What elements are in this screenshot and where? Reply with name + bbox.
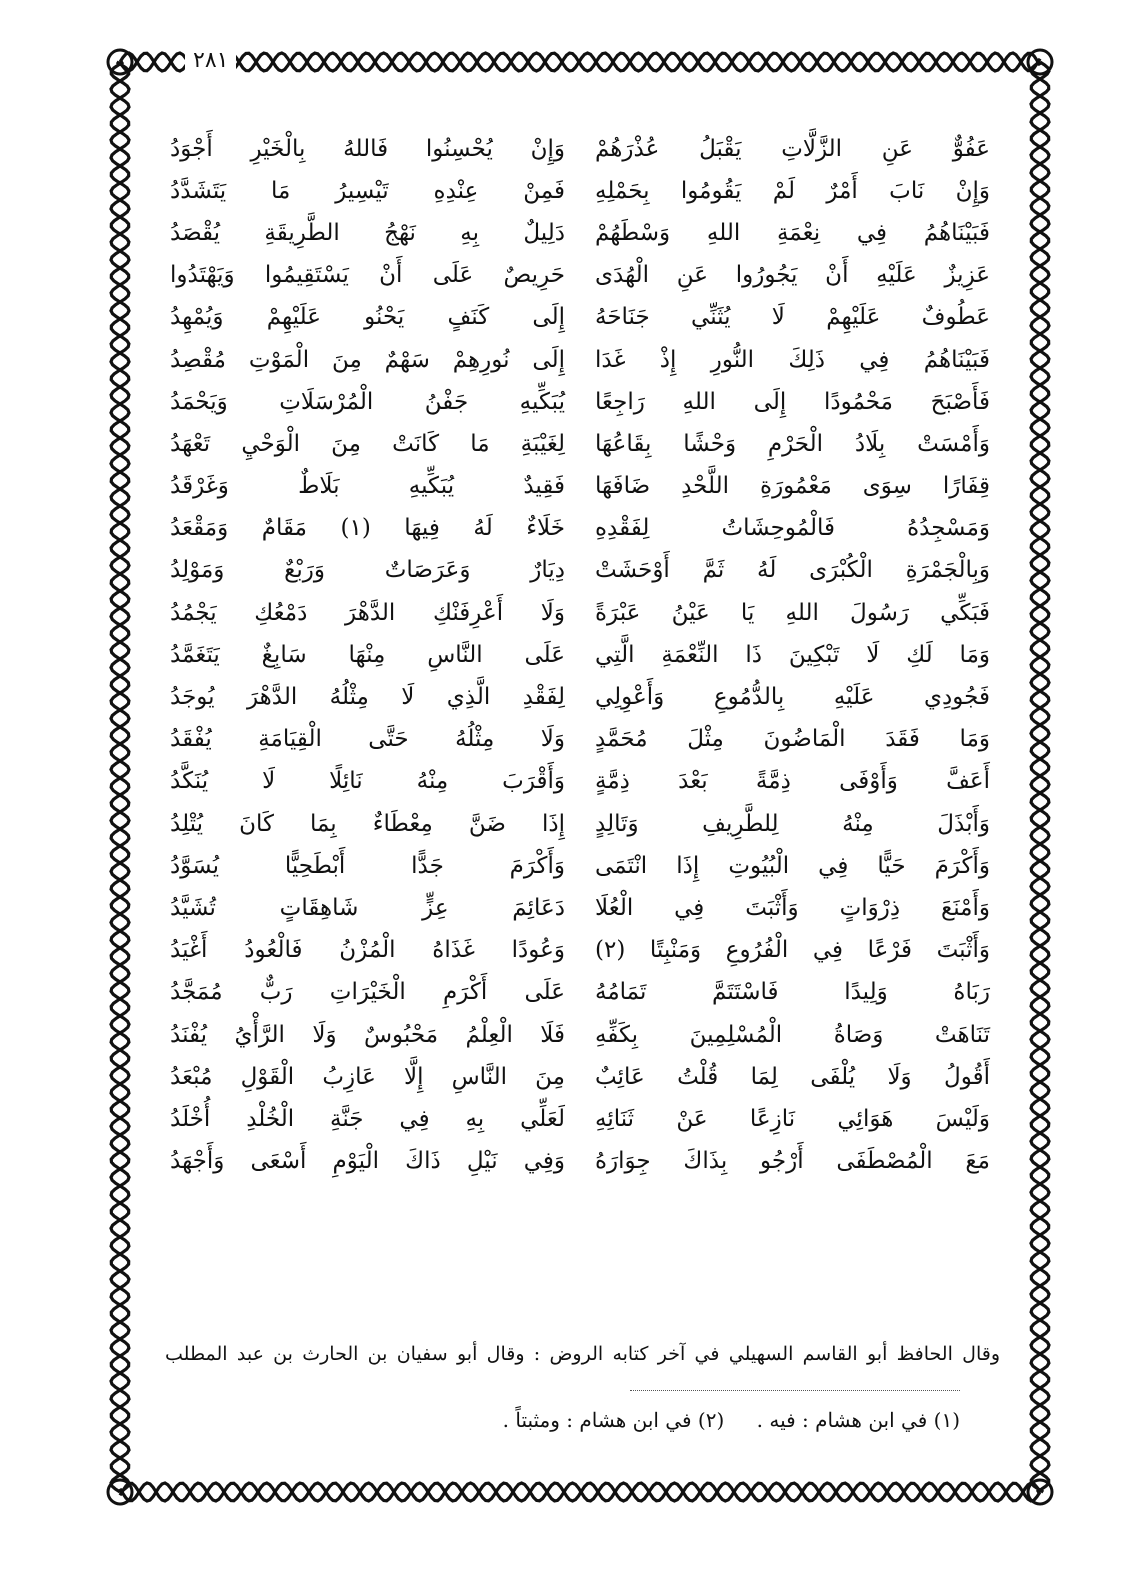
verse-first-hemistich: رَبَاهُ وَلِيدًا فَاسْتَتَمَّ تَمَامُهُ — [595, 979, 990, 1006]
verse-second-hemistich: حَرِيصٌ عَلَى أَنْ يَسْتَقِيمُوا وَيَهْتَدُوا — [170, 262, 565, 289]
verse-line — [170, 339, 990, 381]
verse-second-hemistich: خَلَاءٌ لَهُ فِيهَا (١) مَقَامٌ وَمَقْعَدُ — [170, 515, 565, 542]
verse-second-hemistich: وَإِنْ يُحْسِنُوا فَاللهُ بِالْخَيْرِ أَجْوَدُ — [170, 135, 565, 162]
verse-line — [170, 719, 990, 761]
footnotes — [430, 1408, 960, 1432]
verse-second-hemistich: دَعَائِمَ عِزٍّ شَاهِقَاتٍ تُشَيَّدُ — [170, 894, 565, 921]
border-strand — [120, 1483, 1040, 1501]
verse-line — [170, 592, 990, 634]
verse-line — [170, 930, 990, 972]
verse-second-hemistich: وَأَكْرَمَ جَدًّا أَبْطَحِيًّا يُسَوَّدُ — [170, 852, 565, 879]
footnote-divider — [630, 1390, 960, 1391]
verse-first-hemistich: وَمَا لَكِ لَا تَبْكِينَ ذَا النِّعْمَةِ الَّتِي — [595, 641, 990, 668]
verse-line — [170, 887, 990, 929]
verse-first-hemistich: وَمَسْجِدُهُ فَالْمُوحِشَاتُ لِفَقْدِهِ — [595, 515, 990, 542]
verse-line — [170, 1014, 990, 1056]
verse-second-hemistich: وَلَا أَعْرِفَنْكِ الدَّهْرَ دَمْعُكِ يَجْمُدُ — [170, 599, 565, 626]
verse-line — [170, 381, 990, 423]
verse-first-hemistich: تَنَاهَتْ وَصَاةُ الْمُسْلِمِينَ بِكَفِّهِ — [595, 1021, 990, 1048]
verse-second-hemistich: إِلَى كَنَفٍ يَحْنُو عَلَيْهِمْ وَيُمْهِدُ — [170, 304, 565, 331]
verse-second-hemistich: وَفِي نَيْلِ ذَاكَ الْيَوْمِ أَسْعَى وَأَجْهَدُ — [170, 1148, 565, 1175]
verse-first-hemistich: وَأَكْرَمَ حَيًّا فِي الْبُيُوتِ إِذَا انْتَمَى — [595, 852, 990, 879]
verse-line — [170, 128, 990, 170]
verse-second-hemistich: إِذَا ضَنَّ مِعْطَاءٌ بِمَا كَانَ يُتْلِدُ — [170, 810, 565, 837]
verse-line — [170, 255, 990, 297]
verse-second-hemistich: لِغَيْبَةِ مَا كَانَتْ مِنَ الْوَحْيِ تَعْهَدُ — [170, 430, 565, 457]
verse-line — [170, 297, 990, 339]
verse-line — [170, 676, 990, 718]
verse-second-hemistich: عَلَى أَكْرَمِ الْخَيْرَاتِ رَبٌّ مُمَجَّدُ — [170, 979, 565, 1006]
verse-second-hemistich: يُبَكِّيهِ جَفْنُ الْمُرْسَلَاتِ وَيَحْمَدُ — [170, 388, 565, 415]
verse-second-hemistich: فَلَا الْعِلْمُ مَحْبُوسٌ وَلَا الرَّأْيُ يُفْنَدُ — [170, 1021, 565, 1048]
verse-first-hemistich: عَزِيزٌ عَلَيْهِ أَنْ يَجُورُوا عَنِ الْهُدَى — [595, 262, 990, 289]
verse-second-hemistich: عَلَى النَّاسِ مِنْهَا سَابِغٌ يَتَغَمَّدُ — [170, 641, 565, 668]
verse-line — [170, 423, 990, 465]
verse-first-hemistich: وَأَبْذَلَ مِنْهُ لِلطَّرِيفِ وَتَالِدٍ — [595, 810, 990, 837]
verse-second-hemistich: فَقِيدٌ يُبَكِّيهِ بَلَاطٌ وَغَرْقَدُ — [170, 473, 565, 500]
verse-first-hemistich: عَطُوفٌ عَلَيْهِمْ لَا يُثَنِّي جَنَاحَهُ — [595, 304, 990, 331]
poem-body — [170, 128, 990, 1183]
verse-line — [170, 803, 990, 845]
verse-line — [170, 508, 990, 550]
footnote-1: (١) في ابن هشام : فيه . — [756, 1408, 960, 1432]
verse-line — [170, 845, 990, 887]
verse-second-hemistich: دِيَارٌ وَعَرَصَاتٌ وَرَبْعٌ وَمَوْلِدُ — [170, 557, 565, 584]
verse-line — [170, 1056, 990, 1098]
verse-second-hemistich: فَمِنْ عِنْدِهِ تَيْسِيرُ مَا يَتَشَدَّدُ — [170, 177, 565, 204]
verse-line — [170, 634, 990, 676]
verse-first-hemistich: أَعَفَّ وَأَوْفَى ذِمَّةً بَعْدَ ذِمَّةٍ — [595, 768, 990, 795]
page-number: ٢٨١ — [185, 48, 236, 73]
verse-second-hemistich: وَعُودًا غَذَاهُ الْمُزْنُ فَالْعُودُ أَغْيَدُ — [170, 937, 565, 964]
verse-line — [170, 1098, 990, 1140]
footnote-2: (٢) في ابن هشام : ومثبتاً . — [502, 1408, 725, 1432]
verse-second-hemistich: إِلَى نُورِهِمْ سَهْمٌ مِنَ الْمَوْتِ مُقْصِدُ — [170, 346, 565, 373]
verse-second-hemistich: وَأَقْرَبَ مِنْهُ نَائِلًا لَا يُنَكَّدُ — [170, 768, 565, 795]
verse-first-hemistich: وَأَمْسَتْ بِلَادُ الْحَرْمِ وَحْشًا بِقَاعُهَا — [595, 430, 990, 457]
verse-first-hemistich: عَفُوٌّ عَنِ الزَّلَّاتِ يَقْبَلُ عُذْرَهُمْ — [595, 135, 990, 162]
verse-second-hemistich: وَلَا مِثْلُهُ حَتَّى الْقِيَامَةِ يُفْقَدُ — [170, 726, 565, 753]
verse-second-hemistich: دَلِيلٌ بِهِ نَهْجُ الطَّرِيقَةِ يُقْصَدُ — [170, 219, 565, 246]
verse-first-hemistich: قِفَارًا سِوَى مَعْمُورَةِ اللَّحْدِ ضَافَهَا — [595, 473, 990, 500]
verse-first-hemistich: فَبَكِّي رَسُولَ اللهِ يَا عَيْنُ عَبْرَةً — [595, 599, 990, 626]
verse-first-hemistich: وَبِالْجَمْرَةِ الْكُبْرَى لَهُ ثَمَّ أَوْحَشَتْ — [595, 557, 990, 584]
verse-line — [170, 1141, 990, 1183]
border-strand — [120, 53, 1040, 71]
verse-first-hemistich: وَلَيْسَ هَوَائِي نَازِعًا عَنْ ثَنَائِهِ — [595, 1105, 990, 1132]
verse-first-hemistich: فَجُودِي عَلَيْهِ بِالدُّمُوعِ وَأَعْوِلِي — [595, 684, 990, 711]
verse-second-hemistich: لِفَقْدِ الَّذِي لَا مِثْلُهُ الدَّهْرَ يُوجَدُ — [170, 684, 565, 711]
verse-line — [170, 550, 990, 592]
verse-first-hemistich: وَإِنْ نَابَ أَمْرٌ لَمْ يَقُومُوا بِحَمْلِهِ — [595, 177, 990, 204]
verse-line — [170, 972, 990, 1014]
verse-first-hemistich: فَبَيْنَاهُمُ فِي ذَلِكَ النُّورِ إِذْ غَدَا — [595, 346, 990, 373]
verse-first-hemistich: أَقُولُ وَلَا يُلْفَى لِمَا قُلْتُ عَائِبٌ — [595, 1063, 990, 1090]
verse-first-hemistich: وَمَا فَقَدَ الْمَاضُونَ مِثْلَ مُحَمَّدٍ — [595, 726, 990, 753]
verse-first-hemistich: فَأَصْبَحَ مَحْمُودًا إِلَى اللهِ رَاجِعًا — [595, 388, 990, 415]
verse-line — [170, 212, 990, 254]
verse-line — [170, 170, 990, 212]
verse-line — [170, 466, 990, 508]
verse-first-hemistich: وَأَثْبَتَ فَرْعًا فِي الْفُرُوعِ وَمَنْبِتًا (٢) — [595, 937, 990, 964]
prose-line: وقال الحافظ أبو القاسم السهيلي في آخر كتابه الروض : وقال أبو سفيان بن الحارث بن عبد المطلب — [165, 1343, 1000, 1365]
verse-second-hemistich: لَعَلِّي بِهِ فِي جَنَّةِ الْخُلْدِ أُخْلَدُ — [170, 1105, 565, 1132]
verse-first-hemistich: فَبَيْنَاهُمُ فِي نِعْمَةِ اللهِ وَسْطَهُمْ — [595, 219, 990, 246]
verse-first-hemistich: وَأَمْنَعَ ذِرْوَاتٍ وَأَثْبَتَ فِي الْعُلَا — [595, 894, 990, 921]
verse-second-hemistich: مِنَ النَّاسِ إِلَّا عَازِبُ الْقَوْلِ مُبْعَدُ — [170, 1063, 565, 1090]
verse-first-hemistich: مَعَ الْمُصْطَفَى أَرْجُو بِذَاكَ جِوَارَهُ — [595, 1148, 990, 1175]
verse-line — [170, 761, 990, 803]
